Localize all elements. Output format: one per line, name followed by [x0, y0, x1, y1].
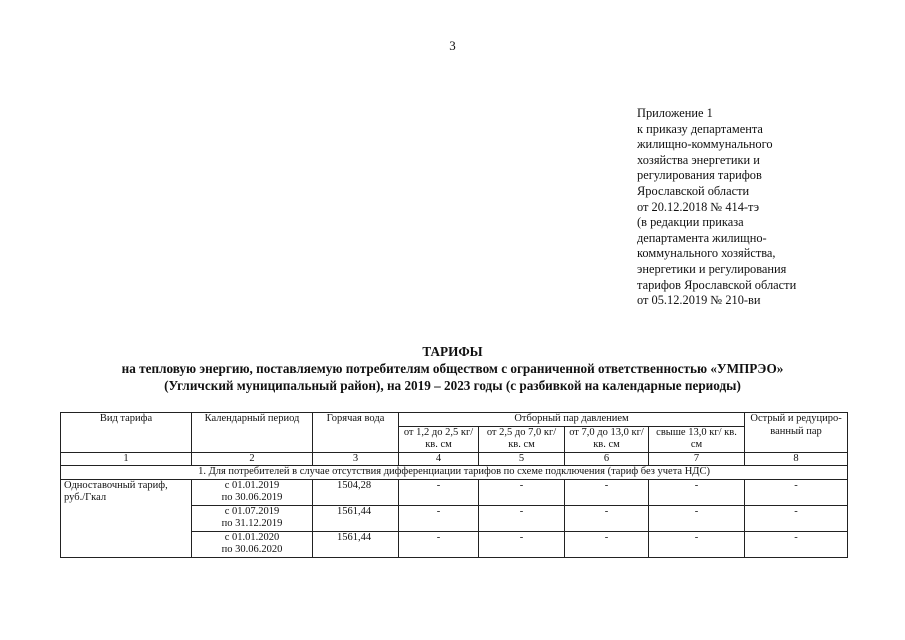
hot-water-value: 1561,44 — [313, 531, 399, 557]
column-number: 6 — [565, 452, 649, 466]
appendix-line: регулирования тарифов — [637, 168, 762, 183]
header-hot-water: Горячая вода — [313, 413, 399, 453]
steam-3-value: - — [565, 479, 649, 505]
column-number: 5 — [479, 452, 565, 466]
column-number: 8 — [745, 452, 848, 466]
header-tariff-type: Вид тарифа — [61, 413, 192, 453]
header-acute-steam: Острый и редуциро-ванный пар — [745, 413, 848, 453]
document-title — [0, 343, 905, 394]
appendix-line: (в редакции приказа — [637, 215, 744, 230]
column-number: 1 — [61, 452, 192, 466]
period-to: по 30.06.2019 — [221, 492, 283, 503]
hot-water-value: 1504,28 — [313, 479, 399, 505]
appendix-line: от 20.12.2018 № 414-тэ — [637, 199, 760, 214]
appendix-line: Приложение 1 — [637, 106, 713, 120]
section-title: 1. Для потребителей в случае отсутствия дифференциации тарифов по схеме подключения (тариф без учета НДС) — [61, 466, 848, 480]
steam-1-value: - — [399, 531, 479, 557]
header-calendar-period: Календарный период — [192, 413, 313, 453]
period-cell — [192, 531, 313, 557]
tariff-name: Одноставочный тариф, руб./Гкал — [61, 479, 192, 557]
acute-steam-value: - — [745, 479, 848, 505]
appendix-line: к приказу департамента — [637, 121, 763, 136]
steam-2-value: - — [479, 479, 565, 505]
period-to: по 31.12.2019 — [221, 518, 283, 529]
appendix-line: энергетики и регулирования — [637, 261, 787, 276]
appendix-line: от 05.12.2019 № 210-ви — [637, 293, 761, 308]
appendix-line: хозяйства энергетики и — [637, 152, 760, 167]
header-steam-1: от 1,2 до 2,5 кг/ кв. см — [399, 426, 479, 452]
table-row — [61, 479, 848, 505]
section-row — [61, 466, 848, 480]
steam-4-value: - — [649, 531, 745, 557]
period-from: с 01.01.2020 — [224, 531, 280, 543]
period-from: с 01.07.2019 — [224, 505, 280, 517]
tariff-table — [60, 412, 848, 558]
period-from: с 01.01.2019 — [224, 479, 280, 491]
hot-water-value: 1561,44 — [313, 505, 399, 531]
steam-3-value: - — [565, 505, 649, 531]
period-cell — [192, 505, 313, 531]
header-steam-4: свыше 13,0 кг/ кв. см — [649, 426, 745, 452]
acute-steam-value: - — [745, 531, 848, 557]
appendix-line: Ярославской области — [637, 183, 750, 198]
header-steam-3: от 7,0 до 13,0 кг/ кв. см — [565, 426, 649, 452]
column-number: 4 — [399, 452, 479, 466]
column-number: 3 — [313, 452, 399, 466]
period-to: по 30.06.2020 — [221, 544, 283, 555]
header-steam-group: Отборный пар давлением — [399, 413, 745, 427]
title-heading: ТАРИФЫ — [422, 344, 483, 359]
steam-2-value: - — [479, 505, 565, 531]
page-number: 3 — [449, 38, 456, 53]
appendix-line: коммунального хозяйства, — [637, 246, 776, 261]
title-line-1: на тепловую энергию, поставляемую потребителям обществом с ограниченной ответственностью «УМПРЭО» — [121, 361, 784, 376]
appendix-note — [637, 106, 867, 309]
steam-3-value: - — [565, 531, 649, 557]
period-cell — [192, 479, 313, 505]
appendix-line: жилищно-коммунального — [637, 137, 773, 152]
steam-2-value: - — [479, 531, 565, 557]
title-line-2: (Угличский муниципальный район), на 2019 – 2023 годы (с разбивкой на календарные периоды) — [164, 378, 741, 393]
steam-4-value: - — [649, 505, 745, 531]
header-row — [61, 413, 848, 427]
column-number: 7 — [649, 452, 745, 466]
appendix-line: тарифов Ярославской области — [637, 277, 797, 292]
steam-1-value: - — [399, 479, 479, 505]
steam-1-value: - — [399, 505, 479, 531]
column-number: 2 — [192, 452, 313, 466]
column-numbers-row — [61, 452, 848, 466]
header-steam-2: от 2,5 до 7,0 кг/ кв. см — [479, 426, 565, 452]
steam-4-value: - — [649, 479, 745, 505]
appendix-line: департамента жилищно- — [637, 230, 767, 245]
acute-steam-value: - — [745, 505, 848, 531]
